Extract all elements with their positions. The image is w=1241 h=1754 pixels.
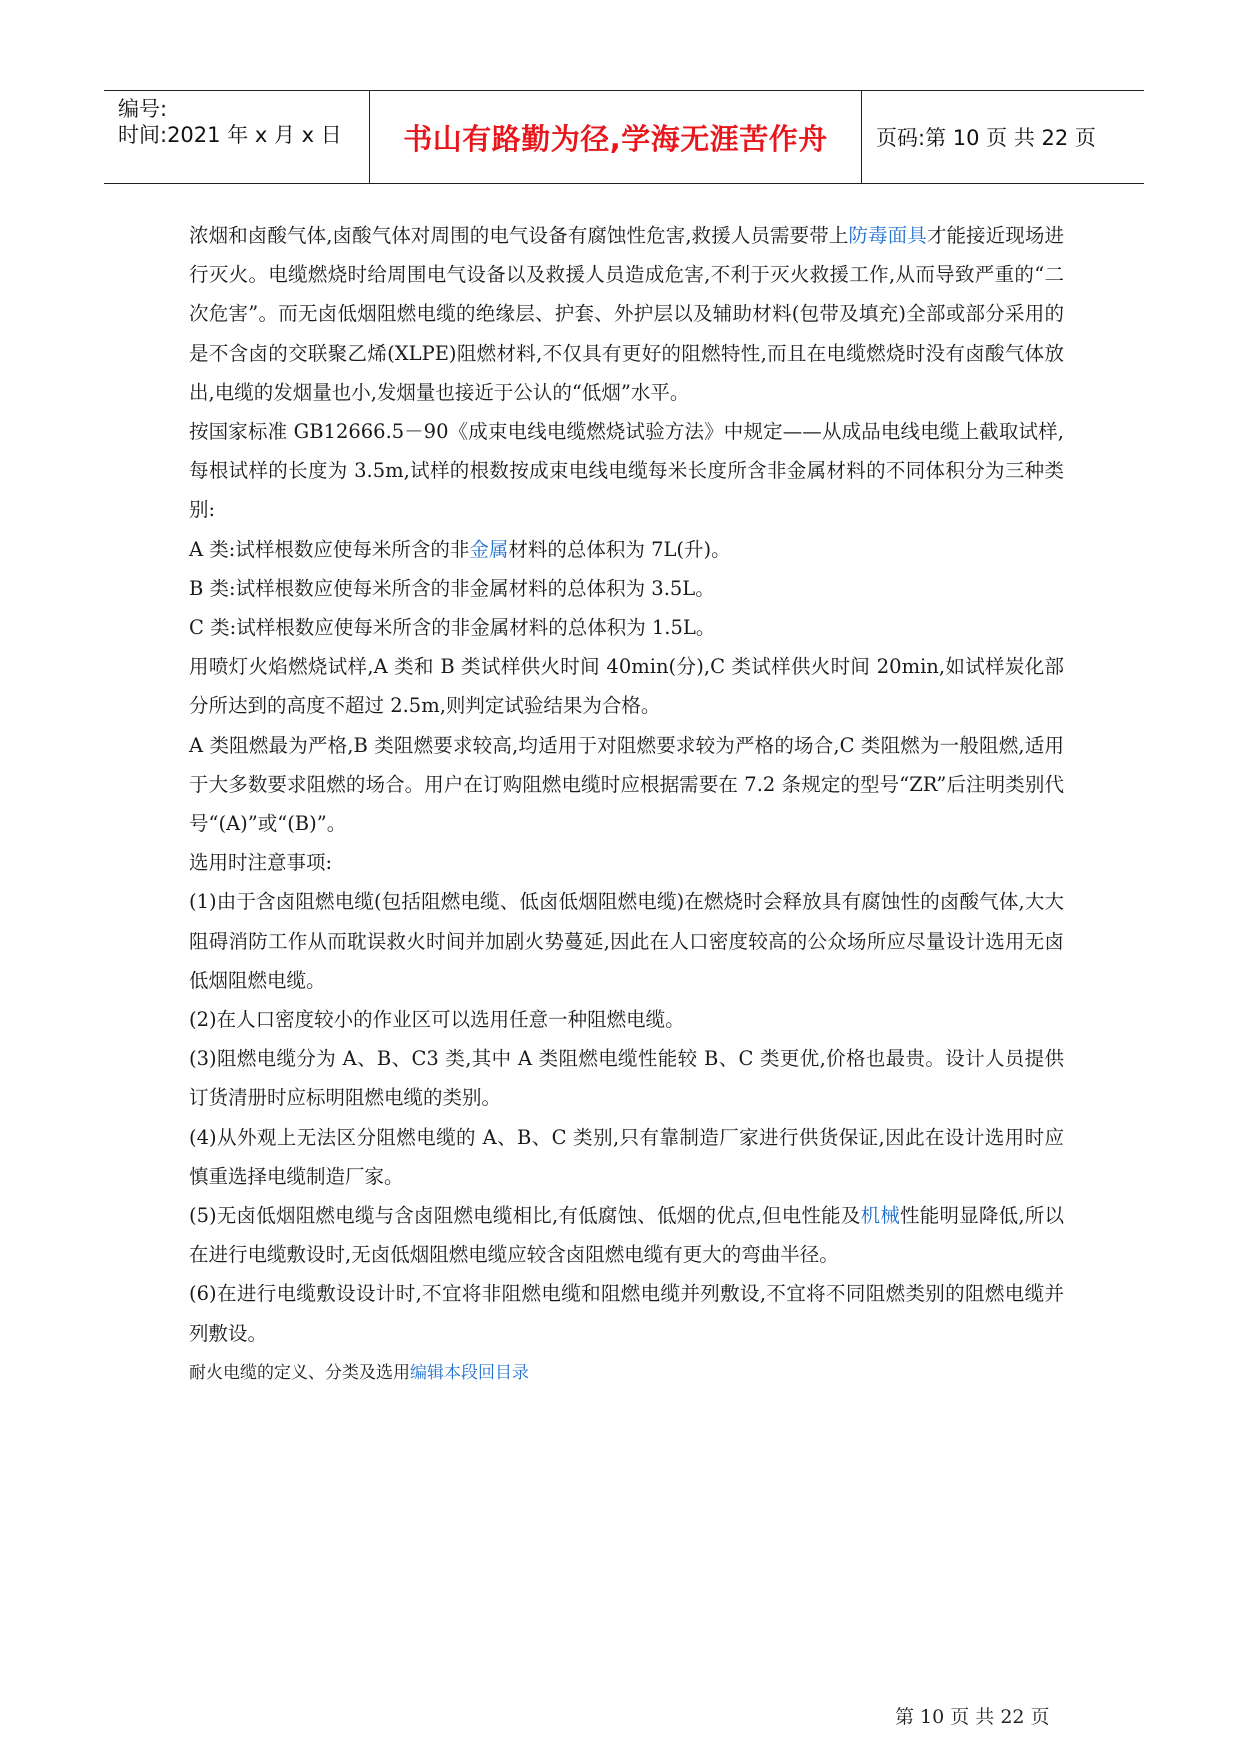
paragraph: (6)在进行电缆敷设设计时,不宜将非阻燃电缆和阻燃电缆并列敷设,不宜将不同阻燃类别的阻燃电缆并列敷设。 bbox=[189, 1282, 1064, 1345]
text-run: A 类:试样根数应使每米所含的非 bbox=[189, 537, 470, 561]
paragraph: 按国家标准 GB12666.5－90《成束电线电缆燃烧试验方法》中规定——从成品电线电缆上截取试样,每根试样的长度为 3.5m,试样的根数按成束电线电缆每米长度所含非金属材料的不同体积分为三种类别: bbox=[189, 420, 1064, 522]
paragraph: A 类阻燃最为严格,B 类阻燃要求较高,均适用于对阻燃要求较为严格的场合,C 类阻燃为一般阻燃,适用于大多数要求阻燃的场合。用户在订购阻燃电缆时应根据需要在 7.2 条规定的型号“ZR”后注明类别代号“(A)”或“(B)”。 bbox=[189, 733, 1064, 836]
paragraph bbox=[189, 1196, 1064, 1274]
header-divider bbox=[861, 91, 862, 183]
document-body bbox=[189, 216, 1064, 1391]
paragraph: (1)由于含卤阻燃电缆(包括阻燃电缆、低卤低烟阻燃电缆)在燃烧时会释放具有腐蚀性的卤酸气体,大大阻碍消防工作从而耽误救火时间并加剧火势蔓延,因此在人口密度较高的公众场所应尽量设计选用无卤低烟阻燃电缆。 bbox=[189, 890, 1064, 992]
header-motto bbox=[370, 91, 861, 183]
paragraph: (2)在人口密度较小的作业区可以选用任意一种阻燃电缆。 bbox=[189, 1008, 685, 1032]
serial-label: 编号: bbox=[118, 97, 168, 121]
text-run: (5)无卤低烟阻燃电缆与含卤阻燃电缆相比,有低腐蚀、低烟的优点,但电性能及 bbox=[189, 1204, 861, 1228]
paragraph: (4)从外观上无法区分阻燃电缆的 A、B、C 类别,只有靠制造厂家进行供货保证,因此在设计选用时应慎重选择电缆制造厂家。 bbox=[189, 1125, 1064, 1188]
text-run: 耐火电缆的定义、分类及选用 bbox=[189, 1362, 410, 1383]
paragraph bbox=[189, 530, 1064, 569]
text-run: 性能明显降低,所以在进行电缆敷设时,无卤低烟阻燃电缆应较含卤阻燃电缆有更大的弯曲半径。 bbox=[189, 1204, 1064, 1267]
link-metal[interactable]: 金属 bbox=[469, 537, 509, 561]
link-edit-section[interactable]: 编辑本段回目录 bbox=[410, 1362, 529, 1383]
text-run: 才能接近现场进行灭火。电缆燃烧时给周围电气设备以及救援人员造成危害,不利于灭火救援工作,从而导致严重的“二次危害”。而无卤低烟阻燃电缆的绝缘层、护套、外护层以及辅助材料(包带及填充)全部或部分采用的是不含卤的交联聚乙烯(XLPE)阻燃材料,不仅具有更好的阻燃特性,而且在电缆燃烧时没有卤酸气体放出,电缆的发烟量也小,发烟量也接近于公认的“低烟”水平。 bbox=[189, 224, 1064, 404]
paragraph bbox=[189, 216, 1064, 412]
paragraph: (3)阻燃电缆分为 A、B、C3 类,其中 A 类阻燃电缆性能较 B、C 类更优,价格也最贵。设计人员提供订货清册时应标明阻燃电缆的类别。 bbox=[189, 1047, 1064, 1110]
page-header bbox=[104, 90, 1144, 184]
text-run: 材料的总体积为 7L(升)。 bbox=[508, 537, 731, 561]
link-machinery[interactable]: 机械 bbox=[860, 1204, 901, 1228]
motto-text: 书山有路勤为径,学海无涯苦作舟 bbox=[403, 121, 828, 156]
time-label: 时间:2021 年 x 月 x 日 bbox=[118, 123, 342, 147]
paragraph: B 类:试样根数应使每米所含的非金属材料的总体积为 3.5L。 bbox=[189, 576, 715, 600]
paragraph: 用喷灯火焰燃烧试样,A 类和 B 类试样供火时间 40min(分),C 类试样供火时间 20min,如试样炭化部分所达到的高度不超过 2.5m,则判定试验结果为合格。 bbox=[189, 655, 1064, 718]
paragraph: C 类:试样根数应使每米所含的非金属材料的总体积为 1.5L。 bbox=[189, 616, 716, 640]
paragraph: 选用时注意事项: bbox=[189, 851, 333, 875]
section-heading bbox=[189, 1355, 1064, 1391]
page-footer: 第 10 页 共 22 页 bbox=[895, 1706, 1050, 1728]
text-run: 浓烟和卤酸气体,卤酸气体对周围的电气设备有腐蚀性危害,救援人员需要带上 bbox=[189, 224, 849, 247]
page-info-text: 页码:第 10 页 共 22 页 bbox=[876, 126, 1096, 150]
link-gas-mask[interactable]: 防毒面具 bbox=[848, 224, 927, 247]
header-page-info bbox=[876, 91, 1096, 183]
